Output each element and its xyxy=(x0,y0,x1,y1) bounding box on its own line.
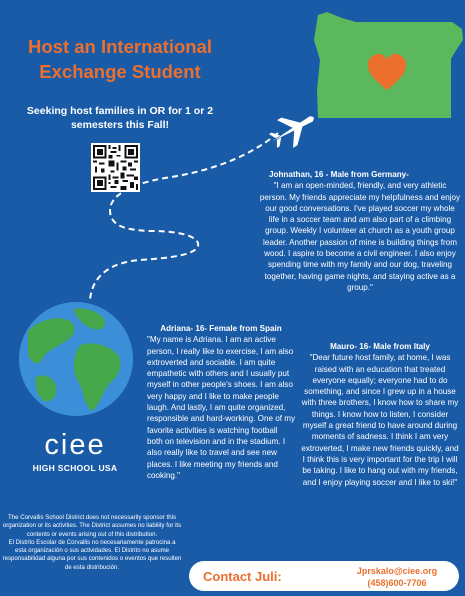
profile-heading: Adriana- 16- Female from Spain xyxy=(160,324,282,333)
profile-body: "I am an open-minded, friendly, and very athletic person. My friends appreciate my helpfulness and enjoy our good conversations. I've played soccer my whole life in a soccer team and am also part of a climbing group. Weekly I volunteer at church as a youth group leader. Another passion of mine is building things from wood. I aspire to become a civil engineer. I also enjoy spending time with my family and our dog, traveling together, having game nights, and staying active as a group." xyxy=(259,181,461,292)
contact-label: Contact Juli: xyxy=(203,569,282,584)
profile-heading: Johnathan, 16 - Male from Germany- xyxy=(269,170,409,179)
contact-phone[interactable]: (458)600-7706 xyxy=(367,578,427,588)
subtitle-line-2: semesters this Fall! xyxy=(70,119,170,131)
student-profile-johnathan xyxy=(259,169,461,293)
logo-mark: ciee xyxy=(44,429,106,461)
airplane-icon xyxy=(265,104,322,155)
globe-icon xyxy=(18,301,134,417)
contact-email-link[interactable]: Jprskalo@ciee.org xyxy=(356,566,438,576)
student-profile-mauro xyxy=(301,341,459,488)
profile-body: "My name is Adriana. I am an active person, I really like to exercise, I am also extroverted and sociable. I am quite empathetic with others and I usually put myself in other people's shoes. I am also very happy and I like to make people laugh. And lastly, I am quite organized, responsible and hard-working. One of my favorite activities is watching football both on television and in the stadium. I also really like to travel and see new places. I like meeting my friends and cooking." xyxy=(147,335,296,480)
subtitle xyxy=(22,104,218,132)
title-line-1: Host an International xyxy=(28,36,212,57)
student-profile-adriana xyxy=(147,323,295,481)
disclaimer-english: The Corvallis School District does not necessarily sponsor this organization or its activities. The District assumes no liability for its contents or events arising out of this distribution. xyxy=(2,514,182,538)
ciee-logo xyxy=(8,430,142,473)
logo-subtitle: HIGH SCHOOL USA xyxy=(32,463,118,473)
disclaimer xyxy=(2,514,182,572)
page-title xyxy=(6,34,234,84)
profile-heading: Mauro- 16- Male from Italy xyxy=(330,342,430,351)
contact-box xyxy=(189,561,459,591)
disclaimer-spanish: El Distrito Escolar de Corvallis no necesariamente patrocina a esta organización o sus actividades. El Distrito no asume responsabilidad alguna por sus contenidos o eventos que resulten de esta distribución. xyxy=(2,538,182,571)
qr-code-icon[interactable] xyxy=(91,143,140,192)
profile-body: "Dear future host family, at home, I was raised with an education that treated everyone equally; everyone had to do something, and since I grew up in a house with three brothers, I know how to share my things. I know how to listen, I consider myself a great friend to have around during moments of sadness. I think I am very extroverted, I make new friends quickly, and I think this is very important for the trip I will be taking. I like to hang out with my friends, and I enjoy playing soccer and I like to ski!" xyxy=(301,353,459,487)
title-line-2: Exchange Student xyxy=(39,61,201,82)
subtitle-line-1: Seeking host families in OR for 1 or 2 xyxy=(26,105,214,117)
